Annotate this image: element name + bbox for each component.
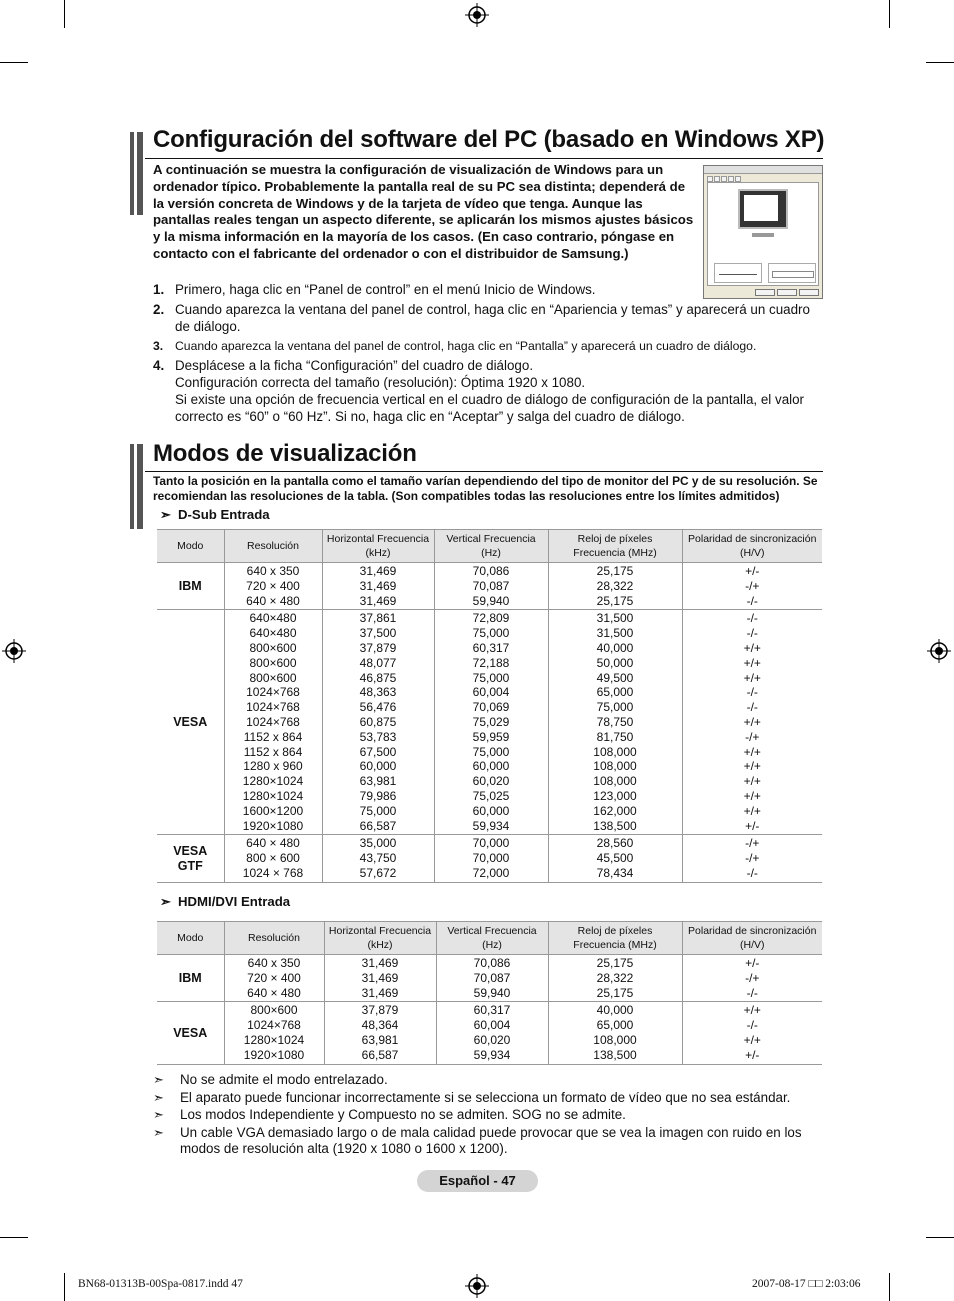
- step-text: Desplácese a la ficha “Configuración” del cuadro de diálogo.: [175, 358, 534, 374]
- cell-value: 1920×1080: [242, 818, 304, 833]
- cell-value: 720 × 400: [247, 970, 301, 985]
- value-cell: [224, 563, 322, 610]
- cell-value: 1152 x 864: [243, 744, 303, 759]
- column-header: Vertical Frecuencia (Hz): [436, 922, 548, 955]
- value-cell: [548, 610, 682, 835]
- cell-value: 75,000: [472, 626, 510, 641]
- column-header: Vertical Frecuencia (Hz): [434, 530, 548, 563]
- cell-value: +/+: [743, 1003, 761, 1018]
- step-item: [153, 302, 823, 336]
- cell-value: 49,500: [596, 670, 634, 685]
- cell-value: 56,476: [359, 700, 397, 715]
- section-marker: [130, 132, 143, 215]
- cell-value: -/+: [745, 836, 760, 851]
- cell-value: 70,000: [472, 851, 510, 866]
- value-cell: [548, 835, 682, 882]
- cell-value: +/-: [745, 956, 760, 970]
- arrow-icon: ➣: [153, 1089, 164, 1105]
- step-text: Cuando aparezca la ventana del panel de control, haga clic en “Apariencia y temas” y aparecerá un cuadro de diálogo.: [175, 301, 810, 334]
- monitor-stand: [752, 233, 774, 237]
- cell-value: +/+: [743, 714, 761, 729]
- cell-value: +/+: [743, 744, 761, 759]
- cell-value: 31,469: [361, 956, 399, 970]
- cell-value: 46,875: [359, 670, 397, 685]
- cell-value: -/-: [746, 685, 758, 700]
- step-text: Configuración correcta del tamaño (resolución): Óptima 1920 x 1080.: [175, 374, 586, 390]
- registration-mark-icon: [927, 639, 951, 663]
- value-cell: [434, 835, 548, 882]
- cell-value: 59,959: [472, 729, 510, 744]
- cell-value: 1024×768: [246, 714, 300, 729]
- crop-mark: [64, 1273, 65, 1301]
- value-cell: [322, 563, 434, 610]
- cell-value: 37,879: [361, 1003, 399, 1018]
- notes-list: [153, 1072, 823, 1159]
- column-header: Polaridad de sincronización (H/V): [682, 530, 822, 563]
- cell-value: +/+: [743, 640, 761, 655]
- cell-value: 63,981: [361, 1032, 399, 1047]
- cell-value: 70,087: [472, 578, 510, 593]
- footer-file: BN68-01313B-00Spa-0817.indd 47: [78, 1278, 243, 1290]
- dsub-heading: ➣ D-Sub Entrada: [160, 507, 270, 522]
- arrow-icon: ➣: [153, 1072, 164, 1087]
- cell-value: 78,434: [596, 865, 634, 880]
- cell-value: 31,469: [361, 985, 399, 1000]
- cell-value: 72,000: [472, 865, 510, 880]
- step-number: 4.: [153, 358, 165, 374]
- arrow-icon: ➣: [153, 1124, 164, 1140]
- cell-value: 65,000: [596, 1018, 634, 1033]
- cell-value: +/+: [743, 759, 761, 774]
- crop-mark: [889, 0, 890, 28]
- cell-value: 43,750: [359, 851, 397, 866]
- cell-value: 108,000: [593, 1032, 637, 1047]
- cell-value: 60,875: [359, 714, 397, 729]
- crop-mark: [0, 1237, 28, 1238]
- cell-value: 48,363: [359, 685, 397, 700]
- value-cell: [682, 955, 822, 1002]
- cell-value: +/+: [743, 774, 761, 789]
- cell-value: 138,500: [593, 1047, 637, 1062]
- table-row: [157, 610, 822, 835]
- column-header: Reloj de píxeles Frecuencia (MHz): [548, 922, 682, 955]
- dsub-modes-table: [157, 529, 822, 883]
- cell-value: 59,940: [473, 985, 511, 1000]
- cell-value: 138,500: [593, 818, 637, 833]
- cell-value: 67,500: [359, 744, 397, 759]
- cell-value: 66,587: [361, 1047, 399, 1062]
- cell-value: 60,004: [472, 685, 510, 700]
- cell-value: 1024×768: [246, 685, 300, 700]
- cell-value: 37,879: [359, 640, 397, 655]
- cell-value: 1600×1200: [242, 803, 304, 818]
- cell-value: 31,500: [596, 626, 634, 641]
- value-cell: [436, 955, 548, 1002]
- cell-value: 70,000: [472, 836, 510, 851]
- cell-value: -/-: [746, 626, 758, 641]
- step-text: Primero, haga clic en “Panel de control” en el menú Inicio de Windows.: [175, 282, 596, 297]
- cell-value: 28,322: [596, 578, 634, 593]
- cell-value: 70,087: [473, 970, 511, 985]
- cell-value: 1024 × 768: [242, 865, 304, 880]
- step-number: 1.: [153, 282, 165, 297]
- cell-value: 57,672: [359, 865, 397, 880]
- value-cell: [682, 835, 822, 882]
- cell-value: +/+: [743, 788, 761, 803]
- cell-value: 1280×1024: [243, 1032, 305, 1047]
- cell-value: +/-: [745, 1047, 760, 1062]
- note-item: [153, 1125, 823, 1158]
- cell-value: 800×600: [250, 1003, 298, 1018]
- column-header: Resolución: [224, 530, 322, 563]
- hdmi-modes-table: [157, 921, 822, 1065]
- cell-value: 70,086: [473, 956, 511, 970]
- cell-value: +/-: [745, 818, 760, 833]
- cell-value: 75,000: [472, 744, 510, 759]
- cell-value: 60,004: [473, 1018, 511, 1033]
- value-cell: [322, 835, 434, 882]
- dialog-settings-panel: [707, 182, 819, 286]
- table-row: [157, 835, 822, 882]
- cell-value: 108,000: [593, 759, 637, 774]
- cell-value: 1920×1080: [243, 1047, 305, 1062]
- steps-list: [153, 282, 823, 428]
- column-header: Modo: [157, 922, 224, 955]
- footer-date: 2007-08-17 □□ 2:03:06: [752, 1278, 861, 1290]
- crop-mark: [0, 62, 28, 63]
- section-intro: A continuación se muestra la configuración de visualización de Windows para un ordenador típico. Probablemente la pantalla real de su PC sea distinta; dependerá de la versión concreta de Windows y de la tarjeta de vídeo que tenga. Aunque las pantallas reales tengan un aspecto diferente, se aplicarán los mismos ajustes básicos y la misma información en la mayoría de los casos. (En caso contrario, póngase en contacto con el fabricante del ordenador o con el distribuidor de Samsung.): [153, 162, 694, 261]
- page-number-badge: Español - 47: [417, 1170, 538, 1192]
- value-cell: [324, 1002, 436, 1064]
- cell-value: 60,000: [359, 759, 397, 774]
- cell-value: 45,500: [596, 851, 634, 866]
- cell-value: 50,000: [596, 655, 634, 670]
- cell-value: 60,317: [472, 640, 510, 655]
- section-marker: [130, 444, 143, 529]
- column-header: Horizontal Frecuencia (kHz): [324, 922, 436, 955]
- cell-value: 72,809: [472, 611, 510, 626]
- crop-mark: [926, 1237, 954, 1238]
- value-cell: [682, 610, 822, 835]
- cell-value: 40,000: [596, 640, 634, 655]
- cell-value: 59,934: [472, 818, 510, 833]
- title-rule: [145, 471, 823, 472]
- cell-value: 60,000: [472, 803, 510, 818]
- cell-value: 40,000: [596, 1003, 634, 1018]
- value-cell: [224, 1002, 324, 1064]
- cell-value: 640×480: [249, 626, 297, 641]
- value-cell: [224, 835, 322, 882]
- cell-value: 81,750: [596, 729, 634, 744]
- column-header: Polaridad de sincronización (H/V): [682, 922, 822, 955]
- value-cell: [322, 610, 434, 835]
- cell-value: +/+: [743, 1032, 761, 1047]
- cell-value: 79,986: [359, 788, 397, 803]
- cell-value: 72,188: [472, 655, 510, 670]
- cell-value: 31,469: [359, 593, 397, 608]
- cell-value: 37,861: [359, 611, 397, 626]
- cell-value: 31,469: [359, 564, 397, 578]
- cell-value: 640 × 480: [246, 593, 300, 608]
- cell-value: 60,020: [473, 1032, 511, 1047]
- note-item: [153, 1107, 823, 1124]
- mode-cell: VESA: [157, 1002, 224, 1064]
- cell-value: 75,025: [472, 788, 510, 803]
- cell-value: 1280 x 960: [243, 759, 303, 774]
- cell-value: 25,175: [596, 593, 634, 608]
- cell-value: 37,500: [359, 626, 397, 641]
- cell-value: 70,069: [472, 700, 510, 715]
- cell-value: 640 x 350: [247, 956, 301, 970]
- section-title-display-modes: Modos de visualización: [153, 440, 417, 467]
- column-header: Reloj de píxeles Frecuencia (MHz): [548, 530, 682, 563]
- column-header: Modo: [157, 530, 224, 563]
- cell-value: 48,077: [359, 655, 397, 670]
- value-cell: [436, 1002, 548, 1064]
- cell-value: 162,000: [593, 803, 637, 818]
- cell-value: 800 × 600: [246, 851, 300, 866]
- value-cell: [548, 563, 682, 610]
- step-number: 3.: [153, 339, 164, 354]
- column-header: Horizontal Frecuencia (kHz): [322, 530, 434, 563]
- cell-value: 720 × 400: [246, 578, 300, 593]
- cell-value: 108,000: [593, 774, 637, 789]
- cell-value: 60,020: [472, 774, 510, 789]
- table-row: [157, 1002, 822, 1064]
- note-item: [153, 1072, 823, 1089]
- cell-value: 63,981: [359, 774, 397, 789]
- cell-value: -/+: [745, 578, 760, 593]
- cell-value: 640 × 480: [247, 985, 301, 1000]
- cell-value: 70,086: [472, 564, 510, 578]
- cell-value: 28,322: [596, 970, 634, 985]
- registration-mark-icon: [465, 3, 489, 27]
- cell-value: 75,000: [359, 803, 397, 818]
- note-text: El aparato puede funcionar incorrectamente si se selecciona un formato de vídeo que no sea estándar.: [180, 1089, 791, 1105]
- cell-value: 1152 x 864: [243, 729, 303, 744]
- cell-value: +/-: [745, 564, 760, 578]
- value-cell: [324, 955, 436, 1002]
- registration-mark-icon: [465, 1274, 489, 1298]
- step-item: [153, 358, 823, 425]
- value-cell: [224, 955, 324, 1002]
- cell-value: 1280×1024: [242, 788, 304, 803]
- cell-value: 65,000: [596, 685, 634, 700]
- cell-value: 35,000: [359, 836, 397, 851]
- step-text: Cuando aparezca la ventana del panel de control, haga clic en “Pantalla” y aparecerá un cuadro de diálogo.: [175, 339, 757, 354]
- cell-value: 25,175: [596, 956, 634, 970]
- note-text: No se admite el modo entrelazado.: [180, 1072, 388, 1087]
- value-cell: [434, 563, 548, 610]
- value-cell: [434, 610, 548, 835]
- column-header: Resolución: [224, 922, 324, 955]
- cell-value: -/+: [745, 970, 760, 985]
- step-text: Si existe una opción de frecuencia vertical en el cuadro de diálogo de configuración de la pantalla, el valor correcto es “60” o “60 Hz”. Si no, haga clic en “Aceptar” y salga del cuadro de diálogo.: [175, 391, 805, 424]
- cell-value: 78,750: [596, 714, 634, 729]
- note-text: Un cable VGA demasiado largo o de mala calidad puede provocar que se vea la imagen con ruido en los modos de resolución alta (1920 x 1080 o 1600 x 1200).: [180, 1124, 802, 1157]
- mode-cell: IBM: [157, 563, 224, 610]
- value-cell: [682, 563, 822, 610]
- cell-value: 800×600: [249, 655, 297, 670]
- cell-value: 640 x 350: [246, 564, 300, 578]
- cell-value: +/+: [743, 670, 761, 685]
- cell-value: 53,783: [359, 729, 397, 744]
- screen-resolution-slider: [714, 263, 762, 283]
- dialog-titlebar: [704, 166, 822, 174]
- cell-value: 640×480: [249, 611, 297, 626]
- step-number: 2.: [153, 301, 165, 317]
- cell-value: 66,587: [359, 818, 397, 833]
- cell-value: 640 × 480: [246, 836, 300, 851]
- cell-value: 31,469: [359, 578, 397, 593]
- note-text: Los modos Independiente y Compuesto no se admiten. SOG no se admite.: [180, 1107, 626, 1123]
- section-title-software: Configuración del software del PC (basado en Windows XP): [153, 126, 825, 153]
- cell-value: 60,317: [473, 1003, 511, 1018]
- cell-value: 1024×768: [246, 700, 300, 715]
- cell-value: 75,029: [472, 714, 510, 729]
- arrow-icon: ➣: [160, 507, 172, 522]
- value-cell: [548, 955, 682, 1002]
- cell-value: -/-: [746, 865, 758, 880]
- cell-value: 48,364: [361, 1018, 399, 1033]
- crop-mark: [926, 62, 954, 63]
- cell-value: -/+: [745, 729, 760, 744]
- monitor-icon: [738, 189, 788, 229]
- crop-mark: [889, 1273, 890, 1301]
- cell-value: 25,175: [596, 985, 634, 1000]
- cell-value: 75,000: [596, 700, 634, 715]
- cell-value: +/+: [743, 655, 761, 670]
- hdmi-heading: ➣ HDMI/DVI Entrada: [160, 894, 291, 909]
- table-row: [157, 955, 822, 1002]
- cell-value: -/-: [746, 700, 758, 715]
- display-modes-intro: Tanto la posición en la pantalla como el tamaño varían dependiendo del tipo de monitor del PC y de su resolución. Se recomiendan las resoluciones de la tabla. (Son compatibles todas las resoluciones entre los límites admitidos): [153, 474, 818, 504]
- cell-value: -/-: [746, 593, 758, 608]
- value-cell: [224, 610, 322, 835]
- value-cell: [682, 1002, 822, 1064]
- cell-value: 1280×1024: [242, 774, 304, 789]
- cell-value: 31,500: [596, 611, 634, 626]
- arrow-icon: ➣: [153, 1107, 164, 1123]
- mode-cell: IBM: [157, 955, 224, 1002]
- title-rule: [145, 158, 823, 159]
- cell-value: 60,000: [472, 759, 510, 774]
- display-properties-screenshot: [703, 165, 823, 299]
- arrow-icon: ➣: [160, 894, 172, 909]
- table-row: [157, 563, 822, 610]
- cell-value: -/+: [745, 851, 760, 866]
- mode-cell: VESA GTF: [157, 835, 224, 882]
- cell-value: -/-: [746, 611, 758, 626]
- cell-value: 800×600: [249, 640, 297, 655]
- cell-value: 59,940: [472, 593, 510, 608]
- value-cell: [548, 1002, 682, 1064]
- cell-value: 75,000: [472, 670, 510, 685]
- cell-value: 28,560: [596, 836, 634, 851]
- registration-mark-icon: [2, 639, 26, 663]
- note-item: [153, 1090, 823, 1107]
- cell-value: 108,000: [593, 744, 637, 759]
- cell-value: -/-: [746, 985, 758, 1000]
- step-item: [153, 282, 823, 299]
- cell-value: 25,175: [596, 564, 634, 578]
- cell-value: 1024×768: [247, 1018, 301, 1033]
- cell-value: -/-: [746, 1018, 758, 1033]
- cell-value: 123,000: [593, 788, 637, 803]
- color-quality-select: [768, 263, 816, 283]
- mode-cell: VESA: [157, 610, 224, 835]
- cell-value: 31,469: [361, 970, 399, 985]
- cell-value: 59,934: [473, 1047, 511, 1062]
- step-item: [153, 338, 823, 355]
- crop-mark: [64, 0, 65, 28]
- cell-value: 800×600: [249, 670, 297, 685]
- cell-value: +/+: [743, 803, 761, 818]
